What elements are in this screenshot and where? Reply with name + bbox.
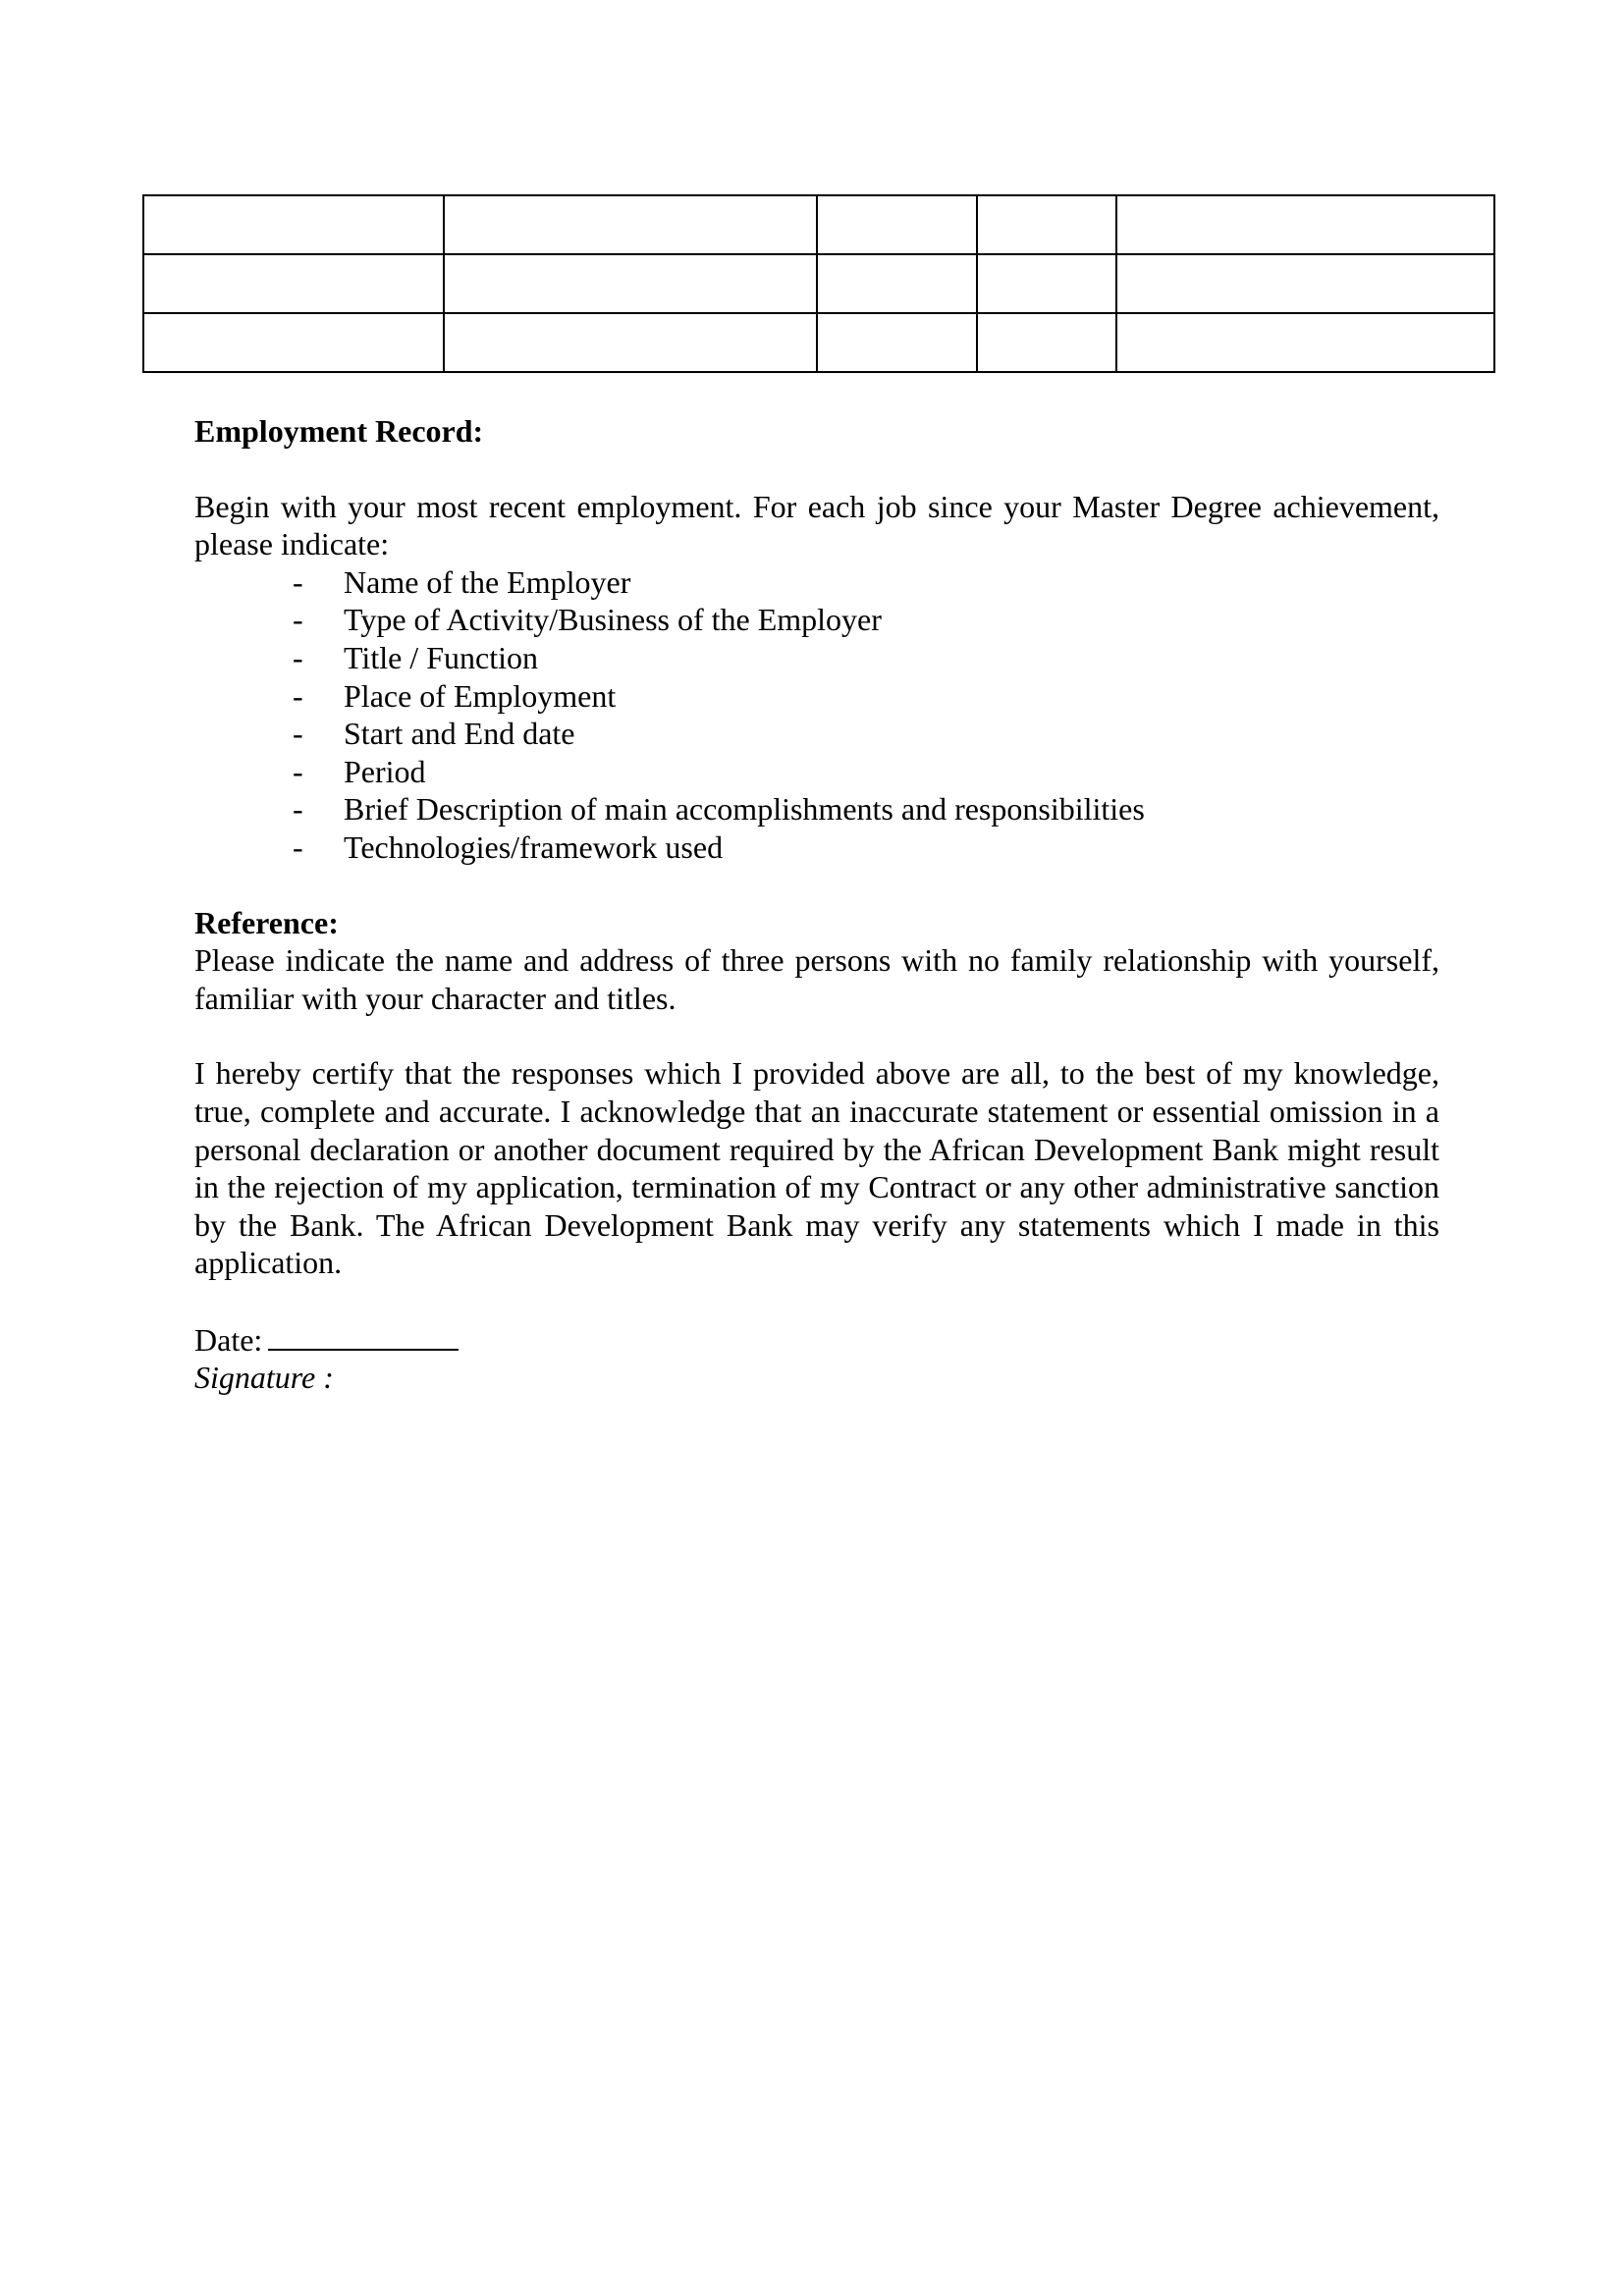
list-item: - Place of Employment [293, 677, 617, 714]
table-cell [817, 195, 977, 254]
list-item: - Title / Function [293, 639, 538, 675]
signature-label: Signature : [194, 1360, 334, 1396]
table-cell [444, 195, 817, 254]
list-item: - Name of the Employer [293, 563, 631, 600]
table-cell [817, 313, 977, 372]
table-cell [1116, 195, 1494, 254]
date-line [194, 1319, 1439, 1360]
employment-record-intro: Begin with your most recent employment. For each job since your Master Degree achievement, please indicate: [194, 488, 1439, 562]
table-row [143, 254, 1494, 313]
list-item: - Brief Description of main accomplishments and responsibilities [293, 791, 1145, 828]
list-item: - Period [293, 753, 426, 789]
table-row [143, 195, 1494, 254]
certification-text: I hereby certify that the responses which I provided above are all, to the best of my knowledge, true, complete and accurate. I acknowledge that an inaccurate statement or essential omission in a personal declaration or another document required by the African Development Bank might result in the rejection of my application, termination of my Contract or any other administrative sanction by the Bank. The African Development Bank may verify any statements which I made in this application. [194, 1055, 1439, 1281]
table-cell [1116, 313, 1494, 372]
table-cell [977, 254, 1116, 313]
blank-table [142, 194, 1495, 373]
table-cell [1116, 254, 1494, 313]
document-body [194, 412, 1439, 1397]
table-row [143, 313, 1494, 372]
date-label: Date: [194, 1321, 263, 1358]
list-item: - Technologies/framework used [293, 828, 724, 865]
table-cell [143, 313, 444, 372]
employment-record-heading: Employment Record: [194, 413, 484, 449]
date-field[interactable] [268, 1319, 459, 1351]
list-item: - Type of Activity/Business of the Employer [293, 602, 882, 638]
table-cell [444, 313, 817, 372]
employment-record-list [194, 563, 1439, 867]
table-cell [817, 254, 977, 313]
reference-text: Please indicate the name and address of three persons with no family relationship with yourself, familiar with your character and titles. [194, 942, 1439, 1016]
reference-heading: Reference: [194, 904, 339, 940]
table-cell [977, 195, 1116, 254]
table-cell [143, 254, 444, 313]
list-item: - Start and End date [293, 716, 575, 752]
table-cell [143, 195, 444, 254]
table-cell [977, 313, 1116, 372]
table-cell [444, 254, 817, 313]
